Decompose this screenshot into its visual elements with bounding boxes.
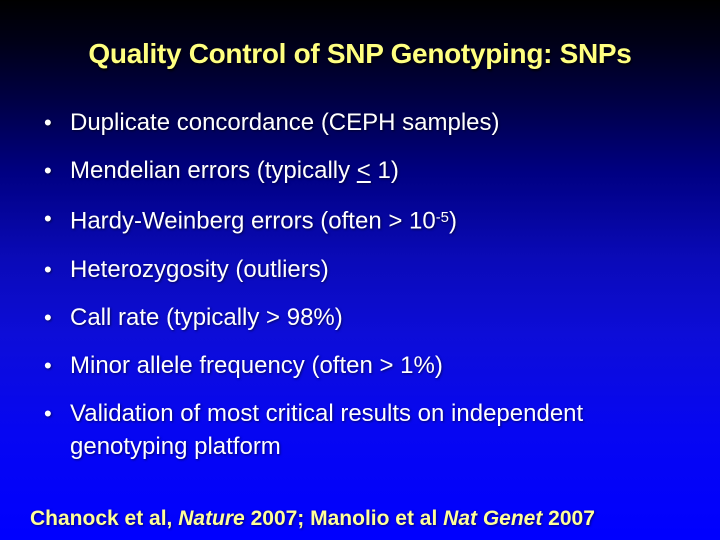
text-segment: Nature <box>178 507 245 530</box>
text-segment: Hardy-Weinberg errors (often > 10 <box>70 207 436 235</box>
slide-title: Quality Control of SNP Genotyping: SNPs <box>88 38 632 69</box>
list-item <box>44 202 692 238</box>
bullet-icon: • <box>44 206 52 231</box>
bullet-icon: • <box>44 352 52 378</box>
text-segment: < <box>356 157 371 184</box>
bullet-icon: • <box>44 304 52 330</box>
text-segment: Call rate (typically > 98%) <box>70 303 343 331</box>
text-segment: Mendelian errors (typically <box>70 157 357 184</box>
bullet-list <box>44 106 692 478</box>
bullet-icon: • <box>44 256 52 282</box>
list-item <box>44 349 692 382</box>
text-segment: Duplicate concordance (CEPH samples) <box>70 109 500 136</box>
bullet-text <box>70 202 692 238</box>
bullet-icon: • <box>44 110 52 135</box>
citation <box>30 506 595 532</box>
list-item <box>44 397 692 463</box>
text-segment: 1) <box>370 157 399 184</box>
text-segment: -5 <box>435 210 449 226</box>
list-item <box>44 301 692 334</box>
bullet-text <box>70 397 692 463</box>
text-segment: 2007; Manolio et al <box>244 507 444 530</box>
list-item <box>44 154 692 187</box>
list-item <box>44 106 692 139</box>
bullet-text <box>70 349 692 382</box>
text-segment: Nat Genet <box>443 507 543 530</box>
bullet-icon: • <box>44 400 52 426</box>
text-segment: 2007 <box>542 507 595 530</box>
text-segment: Chanock et al, <box>30 507 179 530</box>
bullet-text <box>70 301 692 334</box>
bullet-text <box>70 253 692 286</box>
text-segment: Minor allele frequency (often > 1%) <box>70 351 443 379</box>
bullet-icon: • <box>44 158 52 183</box>
list-item <box>44 253 692 286</box>
bullet-text <box>70 154 692 187</box>
text-segment: Validation of most critical results on independent genotyping platform <box>70 399 584 460</box>
bullet-text <box>70 106 692 139</box>
text-segment: ) <box>448 207 457 235</box>
text-segment: Heterozygosity (outliers) <box>70 255 329 283</box>
